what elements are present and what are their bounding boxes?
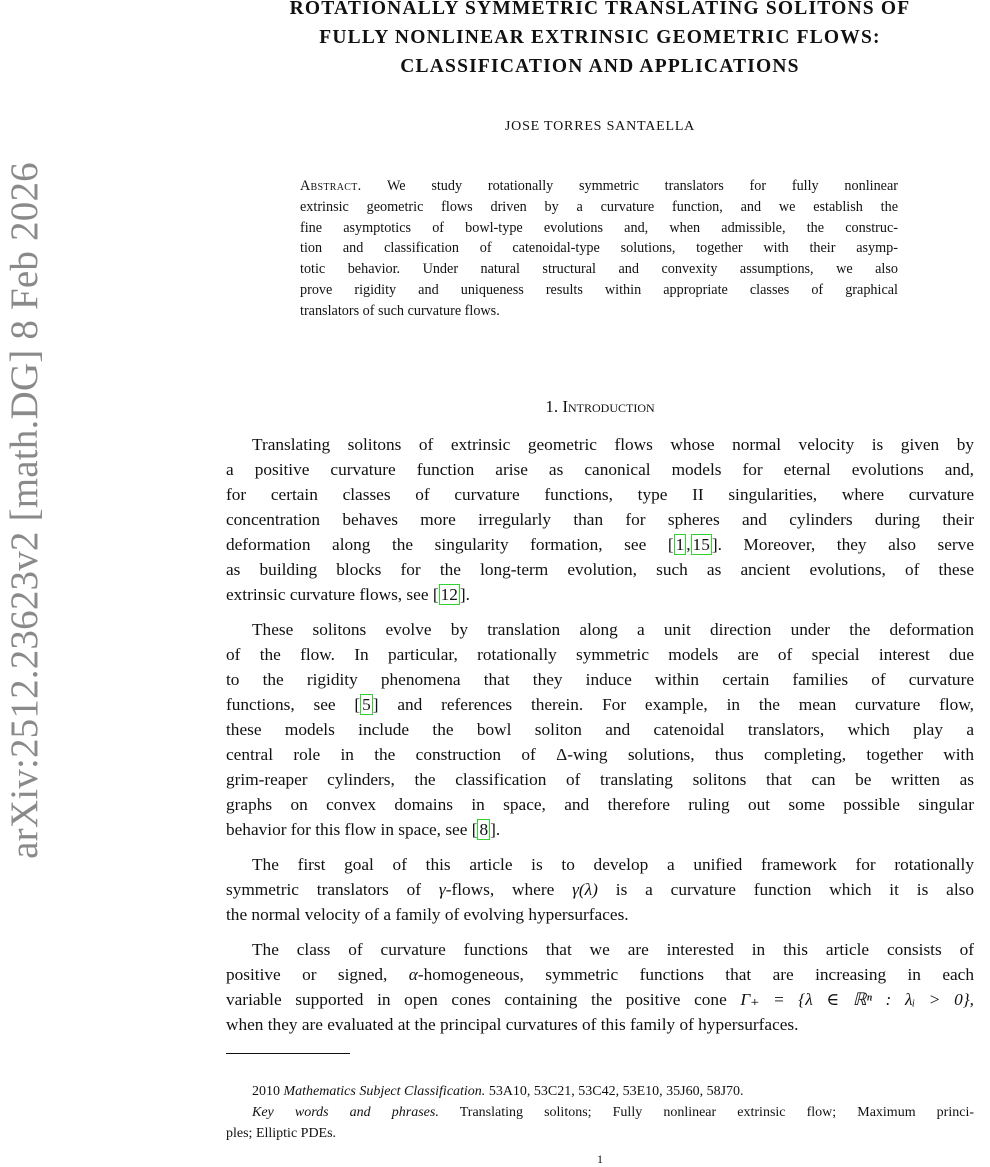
abstract-line: [300, 176, 898, 197]
text-run: functions, see [: [226, 695, 361, 714]
paragraph-line: for certain classes of curvature functions, type II singularities, where curvature: [226, 485, 974, 504]
footnote-msc: [226, 1082, 974, 1103]
arxiv-identifier-stamp: [0, 120, 48, 900]
arxiv-identifier-text: arXiv:2512.23623v2 [math.DG] 8 Feb 2026: [2, 161, 46, 859]
paragraph-line: [226, 962, 974, 987]
text-run: ].: [459, 585, 470, 604]
text-run: variable supported in open cones containing the positive cone: [226, 990, 741, 1009]
text-run: behavior for this flow in space, see [: [226, 820, 478, 839]
text-run: ].: [490, 820, 501, 839]
section-heading: [226, 397, 974, 417]
citation-link[interactable]: 1: [675, 535, 685, 554]
text-run: -homogeneous, symmetric functions that are increasing in each: [417, 965, 974, 984]
keywords-label: Key words and phrases.: [252, 1105, 439, 1120]
paragraph-line: [226, 692, 974, 717]
abstract-label: Abstract.: [300, 178, 362, 194]
paragraph-line: [226, 817, 974, 842]
abstract-line: extrinsic geometric flows driven by a curvature function, and we establish the: [300, 198, 898, 215]
abstract-line: translators of such curvature flows.: [300, 302, 500, 319]
citation-link[interactable]: 15: [692, 535, 710, 554]
section-number: 1.: [545, 397, 559, 416]
paragraph-line: [226, 532, 974, 557]
paragraph-line: graphs on convex domains in space, and therefore ruling out some possible singular: [226, 795, 974, 814]
paragraph-line: [226, 582, 974, 607]
paragraph-line: Translating solitons of extrinsic geometric flows whose normal velocity is given by: [252, 435, 974, 454]
abstract-text: We study rotationally symmetric translators for fully nonlinear: [387, 178, 898, 194]
paragraph-line: a positive curvature function arise as canonical models for eternal evolutions and,: [226, 460, 974, 479]
paragraph-line: grim-reaper cylinders, the classification of translating solitons that can be written as: [226, 770, 974, 789]
paragraph-line: [226, 987, 974, 1012]
text-run: symmetric translators of: [226, 880, 439, 899]
footnote-keywords: [226, 1103, 974, 1144]
paragraph-line: as building blocks for the long-term evolution, such as ancient evolutions, of these: [226, 560, 974, 579]
paragraph-line: The class of curvature functions that we are interested in this article consists of: [252, 940, 974, 959]
intro-paragraph-3: [226, 852, 974, 927]
math-expression: γ(λ): [572, 880, 598, 899]
text-run: -flows, where: [445, 880, 573, 899]
abstract-line: totic behavior. Under natural structural and convexity assumptions, we also: [300, 261, 898, 278]
citation-link[interactable]: 8: [479, 820, 489, 839]
title-line: CLASSIFICATION AND APPLICATIONS: [400, 56, 800, 77]
paragraph-line: [226, 877, 974, 902]
title-line: FULLY NONLINEAR EXTRINSIC GEOMETRIC FLOWS:: [319, 27, 881, 48]
msc-year: 2010: [252, 1084, 280, 1099]
math-gamma: γ: [438, 880, 446, 899]
paragraph-line: concentration behaves more irregularly than for spheres and cylinders during their: [226, 510, 974, 529]
math-alpha: α: [408, 965, 418, 984]
keywords-text: Translating solitons; Fully nonlinear extrinsic flow; Maximum princi-: [459, 1105, 974, 1120]
text-run: deformation along the singularity formation, see [: [226, 535, 674, 554]
intro-paragraph-4: [226, 937, 974, 1037]
paragraph-line: central role in the construction of Δ-wing solutions, thus completing, together with: [226, 745, 974, 764]
abstract-line: tion and classification of catenoidal-type solutions, together with their asymp-: [300, 240, 898, 257]
author-name: JOSE TORRES SANTAELLA: [504, 119, 696, 134]
abstract-line: fine asymptotics of bowl-type evolutions and, when admissible, the construc-: [300, 219, 898, 236]
text-run: ] and references therein. For example, in the mean curvature flow,: [372, 695, 974, 714]
paragraph-line: the normal velocity of a family of evolving hypersurfaces.: [226, 905, 629, 924]
text-run: ,: [686, 535, 691, 554]
msc-label: Mathematics Subject Classification.: [283, 1084, 486, 1099]
msc-codes: 53A10, 53C21, 53C42, 53E10, 35J60, 58J70.: [488, 1084, 744, 1099]
paragraph-line: The first goal of this article is to develop a unified framework for rotationally: [252, 855, 974, 874]
paragraph-line: to the rigidity phenomena that they induce within certain families of curvature: [226, 670, 974, 689]
citation-link[interactable]: 12: [440, 585, 458, 604]
title-line: ROTATIONALLY SYMMETRIC TRANSLATING SOLITONS OF: [289, 0, 911, 19]
footnote-divider: [226, 1053, 350, 1054]
abstract: [300, 176, 898, 322]
section-title-text: Introduction: [562, 397, 655, 416]
paper-title: [226, 0, 974, 81]
paragraph-line: These solitons evolve by translation along a unit direction under the deformation: [252, 620, 974, 639]
text-run: extrinsic curvature flows, see [: [226, 585, 439, 604]
text-run: positive or signed,: [226, 965, 409, 984]
citation-link[interactable]: 5: [362, 695, 371, 714]
footnote-line: [226, 1103, 974, 1124]
text-run: is a curvature function which it is also: [597, 880, 974, 899]
paragraph-line: of the flow. In particular, rotationally symmetric models are of special interest due: [226, 645, 974, 664]
intro-paragraph-2: [226, 617, 974, 842]
paragraph-line: these models include the bowl soliton and catenoidal translators, which play a: [226, 720, 974, 739]
footnote-line: ples; Elliptic PDEs.: [226, 1125, 337, 1141]
math-expression: Γ₊ = {λ ∈ ℝⁿ : λᵢ > 0},: [740, 990, 974, 1009]
text-run: ]. Moreover, they also serve: [711, 535, 974, 554]
footnote-line: [226, 1082, 974, 1103]
intro-paragraph-1: [226, 432, 974, 607]
page-number: 1: [597, 1152, 603, 1166]
abstract-line: prove rigidity and uniqueness results within appropriate classes of graphical: [300, 281, 898, 298]
paragraph-line: when they are evaluated at the principal curvatures of this family of hypersurfaces.: [226, 1015, 799, 1034]
